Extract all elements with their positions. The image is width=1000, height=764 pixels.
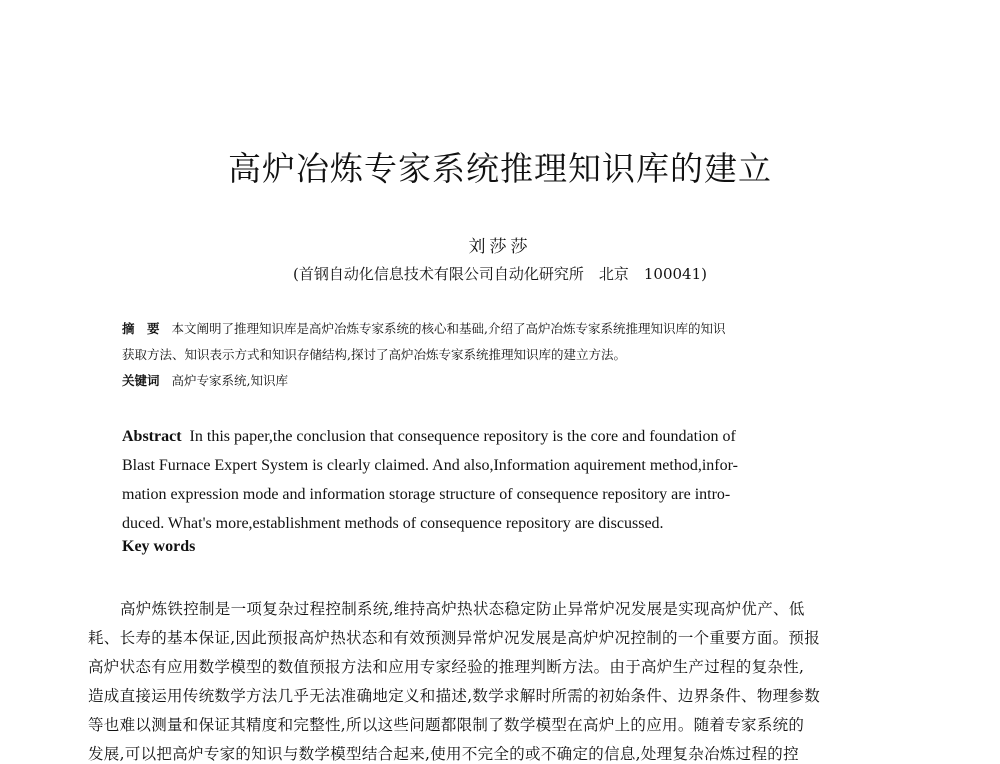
body-paragraph-line: 造成直接运用传统数学方法几乎无法准确地定义和描述,数学求解时所需的初始条件、边界条件、物理参数 <box>88 687 821 705</box>
paper-title: 高炉冶炼专家系统推理知识库的建立 <box>228 149 772 188</box>
en-abstract-label: Abstract <box>122 428 182 445</box>
cn-keywords-label: 关键词 <box>122 373 160 388</box>
en-abstract-line-4: duced. What's more,establishment methods of consequence repository are discussed. <box>122 515 664 532</box>
cn-abstract-text: 本文阐明了推理知识库是高炉冶炼专家系统的核心和基础,介绍了高炉冶炼专家系统推理知识库的知识 <box>171 321 726 336</box>
cn-abstract-line-2 <box>122 342 878 368</box>
cn-keywords-text: 高炉专家系统,知识库 <box>171 373 288 388</box>
en-abstract-line-1 <box>122 422 862 451</box>
body-paragraph-line: 高炉炼铁控制是一项复杂过程控制系统,维持高炉热状态稳定防止异常炉况发展是实现高炉优产、低 <box>120 600 805 618</box>
body-paragraph-line: 发展,可以把高炉专家的知识与数学模型结合起来,使用不完全的或不确定的信息,处理复杂冶炼过程的控 <box>88 745 799 763</box>
en-abstract-line-2: Blast Furnace Expert System is clearly claimed. And also,Information aquirement method,infor- <box>122 457 738 474</box>
cn-abstract-line-1 <box>122 316 878 342</box>
cn-keywords <box>122 368 878 394</box>
body-paragraph-line: 耗、长寿的基本保证,因此预报高炉热状态和有效预测异常炉况发展是高炉炉况控制的一个重要方面。预报 <box>88 629 821 647</box>
en-abstract-text: In this paper,the conclusion that consequence repository is the core and foundation of <box>189 428 736 445</box>
body-paragraph-line: 高炉状态有应用数学模型的数值预报方法和应用专家经验的推理判断方法。由于高炉生产过程的复杂性, <box>88 658 805 676</box>
en-abstract-line-3: mation expression mode and information storage structure of consequence repository are intro- <box>122 486 731 503</box>
author-name: 刘莎莎 <box>468 237 532 257</box>
author-affiliation: (首钢自动化信息技术有限公司自动化研究所 北京 100041) <box>293 265 707 283</box>
cn-abstract-text: 获取方法、知识表示方式和知识存储结构,探讨了高炉冶炼专家系统推理知识库的建立方法。 <box>122 347 626 362</box>
cn-abstract-label: 摘 要 <box>122 321 160 336</box>
en-keywords-label: Key words <box>122 538 196 555</box>
body-paragraph-line: 等也难以测量和保证其精度和完整性,所以这些问题都限制了数学模型在高炉上的应用。随着专家系统的 <box>88 716 805 734</box>
